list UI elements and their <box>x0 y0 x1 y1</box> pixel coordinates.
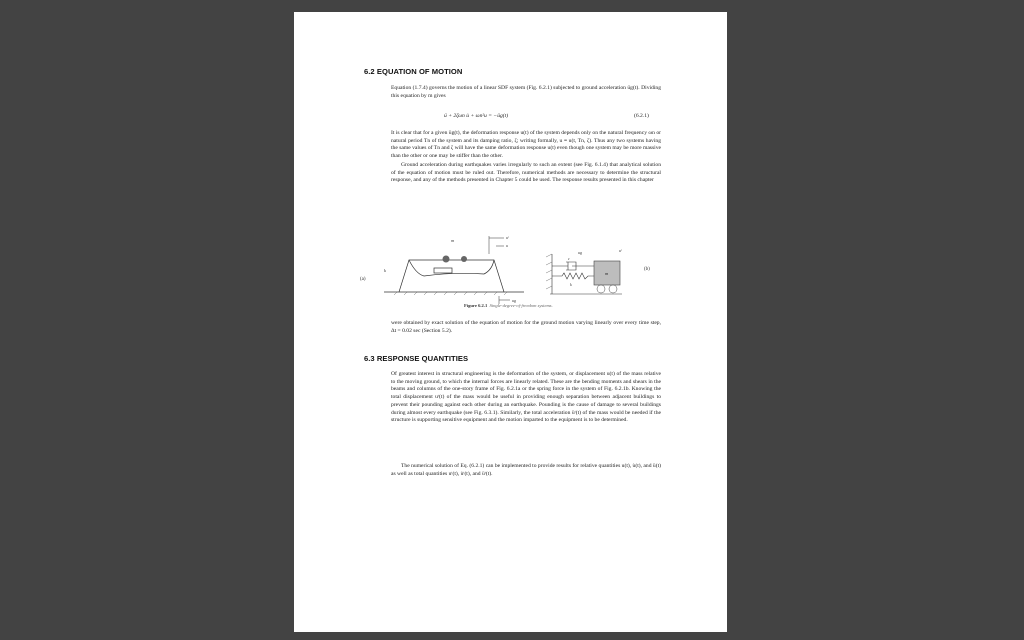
paragraph: Ground acceleration during earthquakes varies irregularly to such an extent (see Fig. 6.1.4) that analytical solution of the equation of motion must be ruled out. Therefore, numerical methods are necessary to determine the structural response, and any of the methods presented in Chapter 5 could be used. The response results presented in this chapter <box>391 162 661 184</box>
caption-text: Single-degree-of-freedom systems. <box>489 303 553 308</box>
label-k-b: k <box>570 282 572 287</box>
figure-sdf-systems <box>354 224 694 304</box>
document-page <box>294 12 727 632</box>
mass-dots <box>443 256 468 263</box>
paragraph: It is clear that for a given üg(t), the deformation response u(t) of the system depends only on the natural frequency ωn or natural period Tn of the system and its damping ratio, ζ; writing formally, u ≡ u(t, Tn, ζ). Thus any two systems having the same values of Tn and ζ will have the same deformation response u(t) even though one system may be more massive than the other or one may be stiffer than the other. <box>391 130 661 160</box>
ground-hatch <box>394 292 507 295</box>
equation: ü + 2ζωn u̇ + ωn²u = −üg(t) <box>444 113 509 119</box>
label-ug: ug <box>512 298 516 303</box>
equation-number: (6.2.1) <box>634 113 649 119</box>
paragraph: The numerical solution of Eq. (6.2.1) can be implemented to provide results for relative quantities u(t), u̇(t), and ü(t) as well as total quantities uᵗ(t), u̇ᵗ(t), and üᵗ(t). <box>391 463 661 477</box>
section-heading-equation-of-motion: 6.2 EQUATION OF MOTION <box>364 67 463 76</box>
label-m: m <box>451 238 455 243</box>
caption-label: Figure 6.2.1 <box>464 303 488 308</box>
paragraph: Equation (1.7.4) governs the motion of a linear SDF system (Fig. 6.2.1) subjected to ground acceleration üg(t). Dividing this equation by m gives <box>391 85 661 99</box>
panel-label-a: (a) <box>360 277 366 282</box>
figure-caption <box>464 303 624 308</box>
paragraph: Of greatest interest in structural engineering is the deformation of the system, or displacement u(t) of the mass relative to the moving ground, to which the internal forces are linearly related. These are the bending moments and shears in the beams and columns of the one-story frame of Fig. 6.2.1a or the spring force in the system of Fig. 6.2.1b. Knowing the total displacement uᵗ(t) of the mass would be useful in providing enough separation between adjacent buildings to prevent their pounding against each other during an earthquake. Pounding is the cause of damage to several buildings during almost every earthquake (see Fig. 6.3.1). Similarly, the total acceleration üᵗ(t) of the mass would be needed if the structure is supporting sensitive equipment and the motion imparted to the equipment is to be determined. <box>391 371 661 424</box>
label-c: c <box>568 256 570 261</box>
label-u: u <box>506 243 508 248</box>
rollers <box>597 285 617 293</box>
frame-drawing <box>384 260 524 292</box>
label-mass-b: m <box>605 271 609 276</box>
label-ut: uᵗ <box>506 235 509 240</box>
wall-hatch-b <box>546 254 552 289</box>
label-ug-b: ug <box>578 250 582 255</box>
panel-label-b: (b) <box>644 267 650 272</box>
label-ut-b: uᵗ <box>619 248 622 253</box>
label-k: k <box>384 268 386 273</box>
section-heading-response-quantities: 6.3 RESPONSE QUANTITIES <box>364 354 469 363</box>
paragraph: were obtained by exact solution of the equation of motion for the ground motion varying linearly over every time step, Δt = 0.02 sec (Section 5.2). <box>391 320 661 334</box>
